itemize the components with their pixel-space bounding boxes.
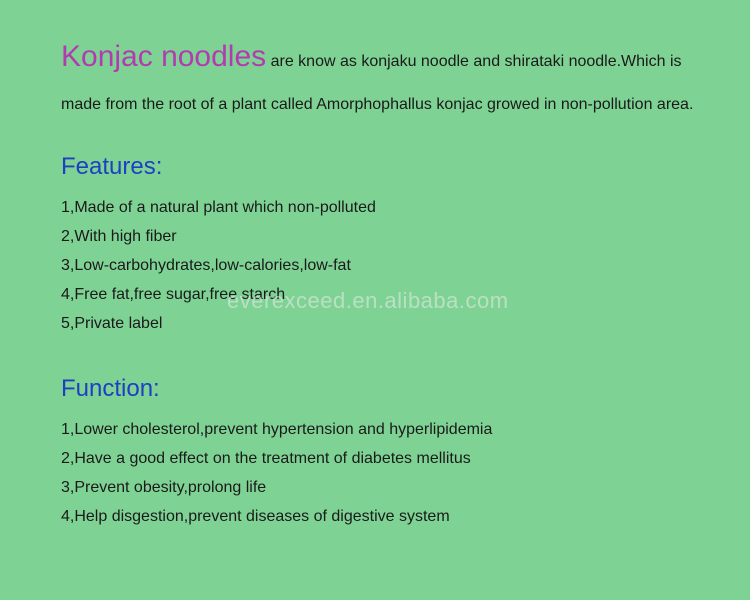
product-name: Konjac noodles [61, 40, 267, 73]
feature-item: 1,Made of a natural plant which non-polluted [61, 199, 376, 216]
function-item: 2,Have a good effect on the treatment of diabetes mellitus [61, 450, 471, 467]
watermark-text: everexceed.en.alibaba.com [227, 288, 509, 313]
features-heading: Features: [61, 153, 163, 180]
intro-text-1: are know as konjaku noodle and shirataki noodle.Which is [266, 53, 682, 70]
feature-item: 2,With high fiber [61, 228, 177, 245]
function-heading: Function: [61, 375, 160, 402]
feature-item: 5,Private label [61, 315, 163, 332]
function-item: 3,Prevent obesity,prolong life [61, 479, 267, 496]
function-item: 1,Lower cholesterol,prevent hypertension and hyperlipidemia [61, 421, 493, 438]
function-item: 4,Help disgestion,prevent diseases of digestive system [61, 508, 450, 525]
feature-item: 3,Low-carbohydrates,low-calories,low-fat [61, 257, 351, 274]
intro-line-1 [61, 40, 682, 74]
intro-text-2: made from the root of a plant called Amorphophallus konjac growed in non-pollution area. [61, 96, 694, 113]
feature-item: 4,Free fat,free sugar,free starch [61, 286, 286, 303]
